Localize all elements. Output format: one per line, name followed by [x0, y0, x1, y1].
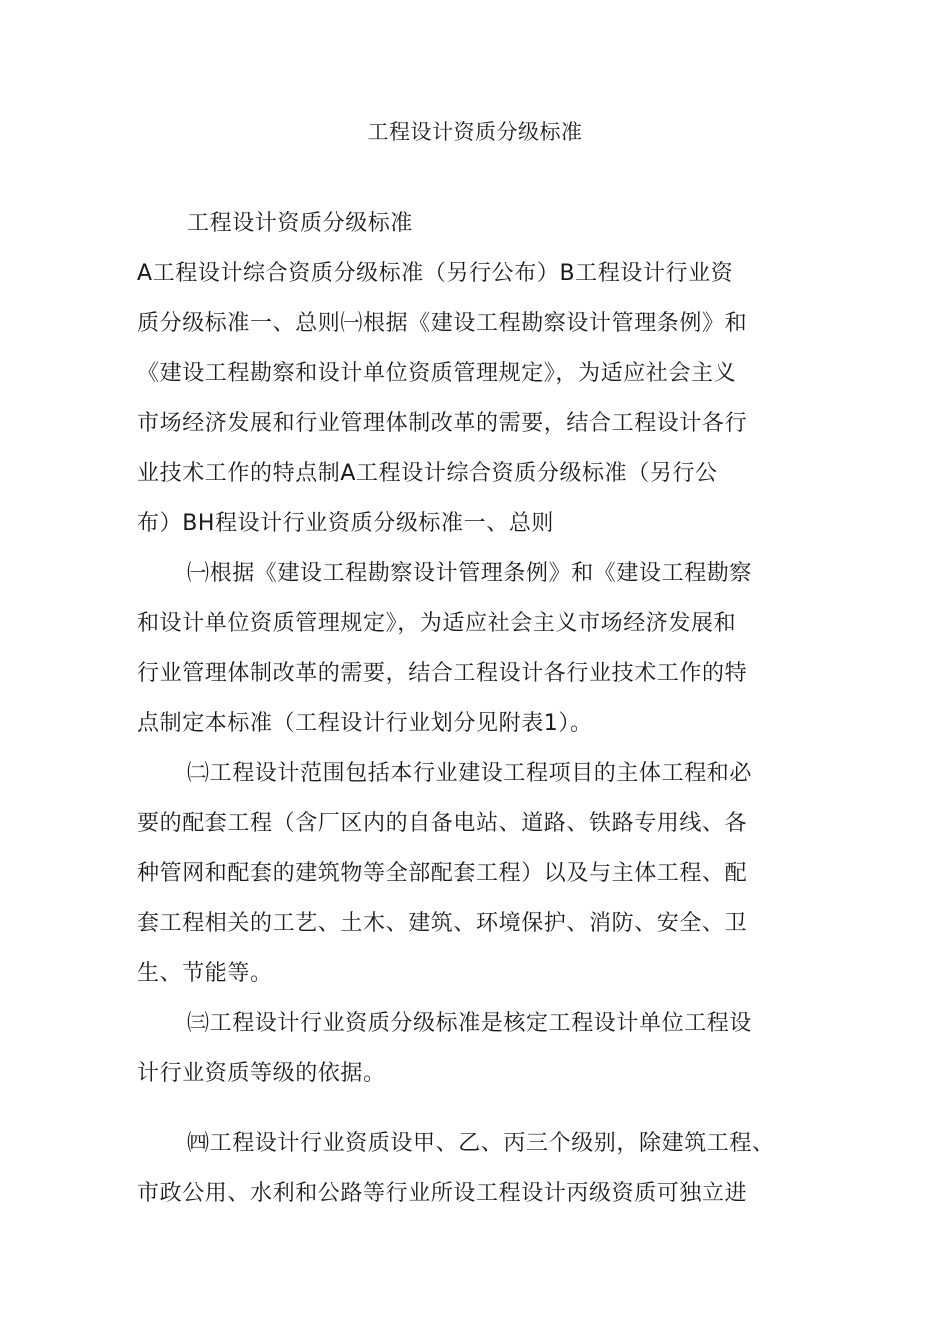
text-line: 质分级标准一、总则㈠根据《建设工程勘察设计管理条例》和 [137, 311, 748, 336]
text-line: 业技术工作的特点制A工程设计综合资质分级标准（另行公 [137, 461, 718, 486]
text-line: 和设计单位资质管理规定》，为适应社会主义市场经济发展和 [137, 611, 737, 636]
document-title: 工程设计资质分级标准 [367, 120, 583, 144]
text-line: 行业管理体制改革的需要，结合工程设计各行业技术工作的特 [137, 661, 748, 686]
section-heading: 工程设计资质分级标准 [187, 211, 414, 236]
text-line: ㈣工程设计行业资质设甲、乙、丙三个级别，除建筑工程、 [187, 1131, 775, 1156]
text-line: ㈢工程设计行业资质分级标准是核定工程设计单位工程设 [187, 1011, 753, 1036]
text-line: 套工程相关的工艺、土木、建筑、环境保护、消防、安全、卫 [137, 911, 748, 936]
text-line: 种管网和配套的建筑物等全部配套工程）以及与主体工程、配 [137, 861, 748, 886]
text-line: 市场经济发展和行业管理体制改革的需要，结合工程设计各行 [137, 411, 748, 436]
text-line: 点制定本标准（工程设计行业划分见附表1）。 [137, 711, 593, 736]
text-line: ㈡工程设计范围包括本行业建设工程项目的主体工程和必 [187, 761, 753, 786]
text-line: 《建设工程勘察和设计单位资质管理规定》，为适应社会主义 [137, 361, 737, 386]
text-line: 布）BH程设计行业资质分级标准一、总则 [137, 511, 555, 536]
text-line: A工程设计综合资质分级标准（另行公布）B工程设计行业资 [137, 261, 734, 286]
text-line: 计行业资质等级的依据。 [137, 1061, 386, 1086]
text-line: 要的配套工程（含厂区内的自备电站、道路、铁路专用线、各 [137, 811, 748, 836]
text-line: 生、节能等。 [137, 961, 273, 986]
text-line: ㈠根据《建设工程勘察设计管理条例》和《建设工程勘察 [187, 561, 753, 586]
text-line: 市政公用、水利和公路等行业所设工程设计丙级资质可独立进 [137, 1181, 748, 1206]
